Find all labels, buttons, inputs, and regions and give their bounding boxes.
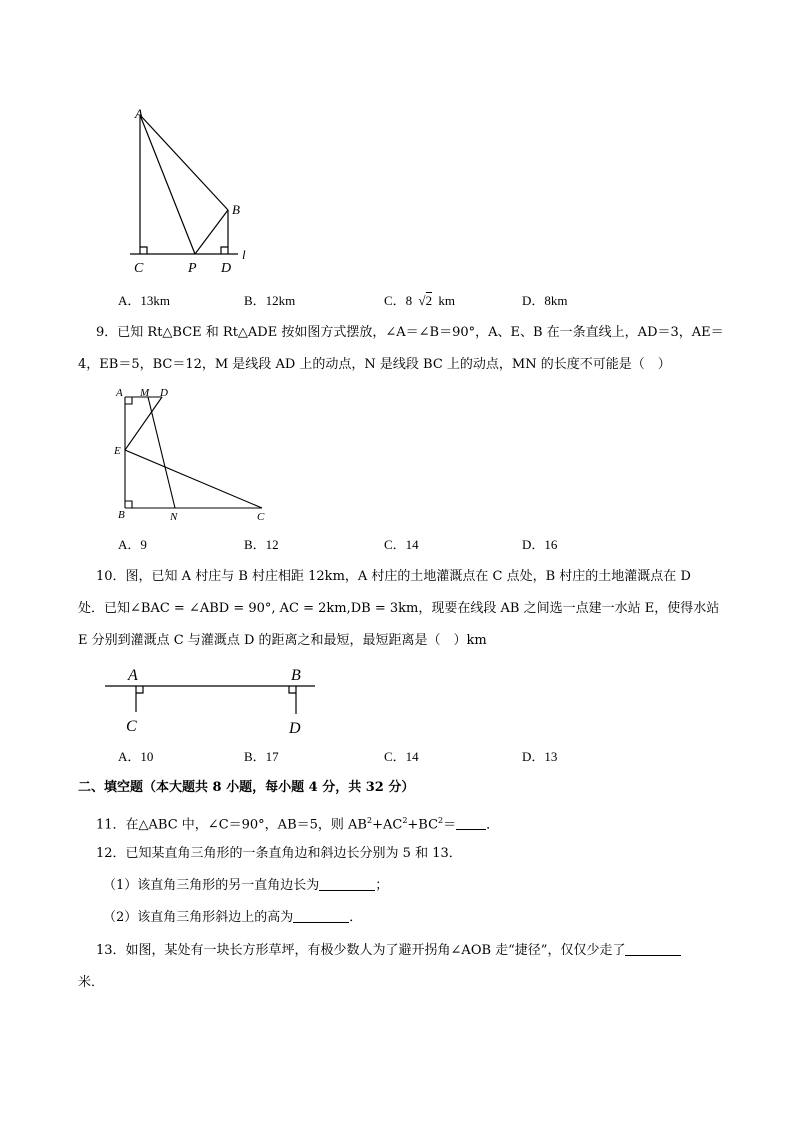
q12-part2	[103, 908, 362, 928]
q13-stem-line2: 米．	[78, 975, 105, 990]
q9-line-mn	[148, 397, 175, 508]
q11-answer-blank[interactable]	[456, 815, 486, 830]
sqrt-symbol: √	[418, 293, 426, 308]
q8-option-c-prefix: C．8	[384, 293, 413, 308]
q12-part2-text: （2）该直角三角形斜边上的高为	[103, 910, 294, 925]
q9-label-n: N	[170, 511, 178, 523]
q13-answer-blank[interactable]	[625, 941, 681, 956]
q11-equals: ＝	[443, 817, 457, 833]
q8-figure	[120, 100, 260, 280]
q10-option-c[interactable]: C．14	[384, 749, 419, 764]
q8-right-angle-d	[221, 247, 228, 254]
q11-plus-1: +AC	[372, 817, 403, 833]
q10-right-angle-b	[289, 686, 296, 693]
q10-stem-line2: 处．已知∠BAC = ∠ABD = 90°, AC = 2km,DB = 3km，现要在线段 AB 之间选一点建一水站 E，使得水站	[78, 601, 720, 616]
q9-label-c: C	[257, 511, 265, 523]
q8-option-b[interactable]: B．12km	[244, 293, 296, 308]
q9-option-c[interactable]: C．14	[384, 537, 419, 552]
q10-option-b[interactable]: B．17	[244, 749, 279, 764]
section-2-title: 二、填空题（本大题共 8 小题，每小题 4 分，共 32 分）	[78, 780, 415, 795]
q8-option-c-radicand: 2	[425, 293, 433, 308]
q11-plus-2: +BC	[407, 817, 439, 833]
q9-right-angle-b	[125, 501, 132, 508]
q10-label-c: C	[126, 718, 137, 735]
q8-label-c: C	[134, 261, 144, 276]
q9-line-ed	[125, 397, 162, 450]
q8-option-d[interactable]: D．8km	[522, 293, 568, 308]
q11-text-before: 11．在△ABC 中，∠C＝90°，AB＝5，则 AB	[96, 817, 367, 833]
q8-line-ab	[140, 115, 228, 210]
q12-part2-blank[interactable]	[293, 908, 349, 923]
q8-label-d: D	[221, 261, 232, 276]
q9-option-a[interactable]: A．9	[118, 537, 147, 552]
q10-label-d: D	[289, 720, 301, 737]
q12-part2-end: ．	[349, 910, 363, 925]
q11-stem	[96, 811, 499, 835]
q9-label-m: M	[140, 387, 150, 399]
q10-label-a: A	[128, 667, 138, 684]
q10-figure	[100, 660, 330, 740]
q9-label-a: A	[116, 387, 123, 399]
q12-part1-text: （1）该直角三角形的另一直角边长为	[103, 878, 320, 893]
q9-label-b: B	[118, 509, 125, 521]
q11-sup-1: 2	[366, 816, 373, 825]
q9-label-e: E	[114, 445, 121, 457]
q8-option-a[interactable]: A．13km	[118, 293, 171, 308]
q11-sup-2: 2	[402, 816, 408, 825]
q9-right-angle-a	[125, 397, 132, 404]
q10-right-angle-a	[136, 686, 143, 693]
q9-line-ec	[125, 450, 262, 508]
q10-option-d[interactable]: D．13	[522, 749, 558, 764]
q8-label-b: B	[232, 202, 240, 217]
q12-stem: 12．已知某直角三角形的一条直角边和斜边长分别为 5 和 13．	[96, 846, 462, 861]
q8-line-ap	[140, 115, 195, 254]
q10-stem-line3: E 分别到灌溉点 C 与灌溉点 D 的距离之和最短，最短距离是（ ）km	[78, 633, 487, 648]
q8-right-angle-c	[140, 247, 147, 254]
q11-period: ．	[486, 817, 500, 833]
q9-stem-line1: 9．已知 Rt△BCE 和 Rt△ADE 按如图方式摆放，∠A＝∠B＝90°，A、E、B 在一条直线上，AD＝3，AE＝	[96, 325, 724, 340]
q12-part1-end: ；	[375, 878, 389, 893]
q9-label-d: D	[160, 387, 168, 399]
q13-stem-line1	[96, 941, 681, 961]
q10-stem-line1: 10．图，已知 A 村庄与 B 村庄相距 12km，A 村庄的土地灌溉点在 C 点处，B 村庄的土地灌溉点在 D	[96, 569, 691, 584]
q12-part1	[103, 876, 388, 896]
q8-label-l: l	[242, 247, 246, 262]
q10-label-b: B	[291, 667, 301, 684]
q8-option-c-suffix: km	[438, 293, 455, 308]
q8-option-c[interactable]	[384, 291, 455, 311]
q9-option-d[interactable]: D．16	[522, 537, 558, 552]
q13-line1-text: 13．如图，某处有一块长方形草坪，有极少数人为了避开拐角∠AOB 走“捷径”，仅仅少走了	[96, 943, 626, 958]
q8-label-a: A	[135, 106, 143, 121]
q9-stem-line2: 4，EB＝5，BC＝12，M 是线段 AD 上的动点，N 是线段 BC 上的动点，MN 的长度不可能是（ ）	[78, 357, 671, 372]
q10-option-a[interactable]: A．10	[118, 749, 154, 764]
q11-sup-3: 2	[438, 816, 444, 825]
q9-option-b[interactable]: B．12	[244, 537, 279, 552]
q12-part1-blank[interactable]	[319, 876, 375, 891]
q8-label-p: P	[188, 261, 197, 276]
q9-figure	[112, 385, 272, 525]
